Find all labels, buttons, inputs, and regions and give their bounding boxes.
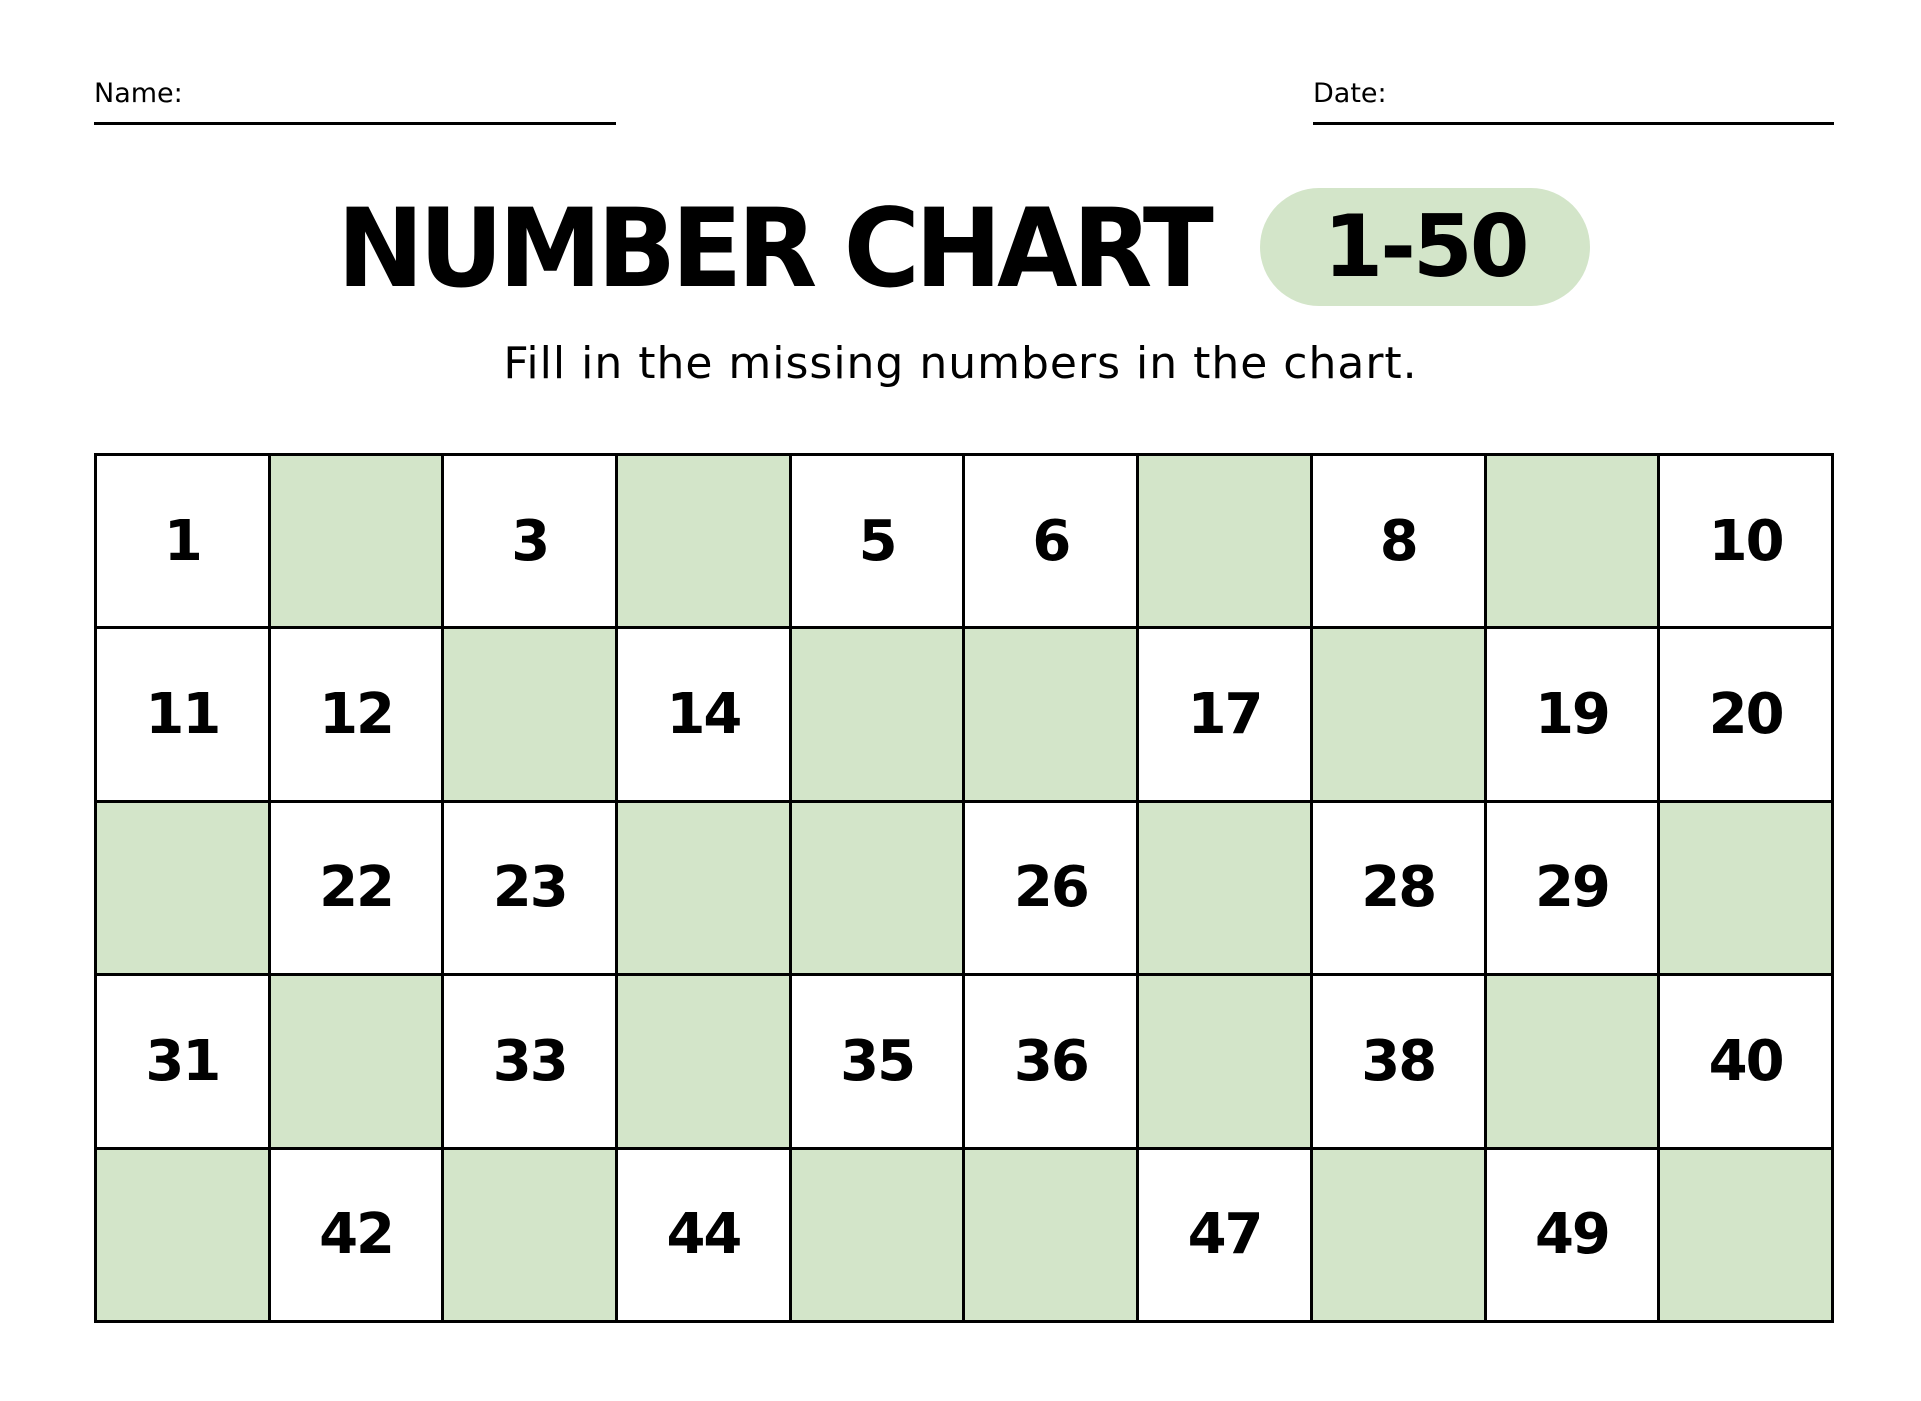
number-cell: 1 [97, 456, 271, 629]
number-cell: 33 [444, 976, 618, 1149]
blank-cell[interactable] [618, 456, 792, 629]
blank-cell[interactable] [97, 803, 271, 976]
number-cell: 47 [1139, 1150, 1313, 1323]
blank-cell[interactable] [1660, 803, 1834, 976]
blank-cell[interactable] [965, 629, 1139, 802]
blank-cell[interactable] [792, 1150, 966, 1323]
number-cell: 35 [792, 976, 966, 1149]
blank-cell[interactable] [792, 803, 966, 976]
blank-cell[interactable] [97, 1150, 271, 1323]
number-cell: 22 [271, 803, 445, 976]
number-cell: 42 [271, 1150, 445, 1323]
number-cell: 26 [965, 803, 1139, 976]
blank-cell[interactable] [1139, 976, 1313, 1149]
blank-cell[interactable] [271, 976, 445, 1149]
range-badge: 1-50 [1260, 188, 1590, 306]
blank-cell[interactable] [618, 803, 792, 976]
date-field[interactable] [1313, 78, 1834, 126]
number-grid [94, 453, 1834, 1323]
blank-cell[interactable] [1313, 1150, 1487, 1323]
title-row [0, 183, 1921, 313]
number-cell: 38 [1313, 976, 1487, 1149]
number-cell: 8 [1313, 456, 1487, 629]
number-cell: 17 [1139, 629, 1313, 802]
blank-cell[interactable] [1487, 456, 1661, 629]
name-write-line[interactable] [94, 122, 616, 125]
number-cell: 40 [1660, 976, 1834, 1149]
number-cell: 6 [965, 456, 1139, 629]
number-cell: 31 [97, 976, 271, 1149]
number-cell: 36 [965, 976, 1139, 1149]
instruction-text: Fill in the missing numbers in the chart. [503, 338, 1418, 389]
name-field[interactable] [94, 78, 616, 126]
number-cell: 10 [1660, 456, 1834, 629]
number-cell: 49 [1487, 1150, 1661, 1323]
blank-cell[interactable] [1487, 976, 1661, 1149]
name-label: Name: [94, 78, 183, 109]
blank-cell[interactable] [965, 1150, 1139, 1323]
blank-cell[interactable] [271, 456, 445, 629]
number-cell: 44 [618, 1150, 792, 1323]
number-cell: 20 [1660, 629, 1834, 802]
blank-cell[interactable] [1660, 1150, 1834, 1323]
blank-cell[interactable] [1139, 456, 1313, 629]
blank-cell[interactable] [618, 976, 792, 1149]
number-cell: 12 [271, 629, 445, 802]
date-write-line[interactable] [1313, 122, 1834, 125]
number-cell: 19 [1487, 629, 1661, 802]
page-title: NUMBER CHART [337, 183, 1209, 313]
number-cell: 3 [444, 456, 618, 629]
number-cell: 14 [618, 629, 792, 802]
number-cell: 23 [444, 803, 618, 976]
number-cell: 29 [1487, 803, 1661, 976]
blank-cell[interactable] [1313, 629, 1487, 802]
number-cell: 11 [97, 629, 271, 802]
number-cell: 5 [792, 456, 966, 629]
blank-cell[interactable] [792, 629, 966, 802]
blank-cell[interactable] [444, 629, 618, 802]
blank-cell[interactable] [1139, 803, 1313, 976]
blank-cell[interactable] [444, 1150, 618, 1323]
number-cell: 28 [1313, 803, 1487, 976]
date-label: Date: [1313, 78, 1387, 109]
